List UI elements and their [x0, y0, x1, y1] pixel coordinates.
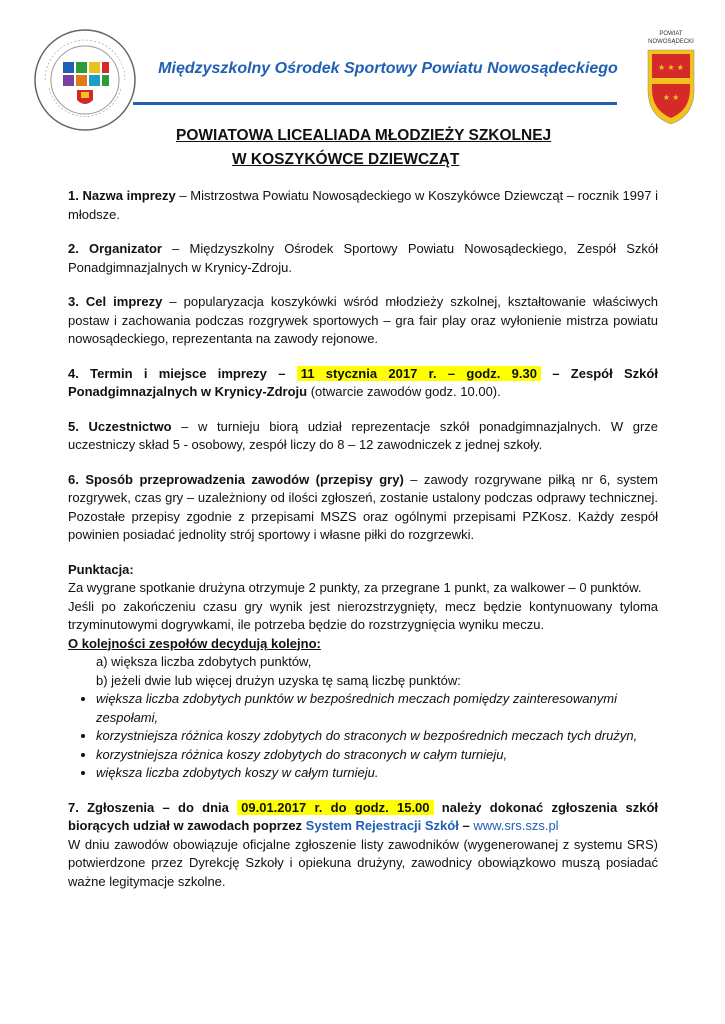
document-title: [176, 124, 616, 172]
crest-label: POWIAT: [659, 31, 683, 37]
header-divider: [133, 102, 617, 105]
section-1: [68, 187, 658, 224]
list-item: • większa liczba zdobytych punktów w bezpośrednich meczach pomiędzy zainteresowanymi zespołami,: [96, 690, 658, 727]
date-highlight: 11 stycznia 2017 r. – godz. 9.30: [297, 366, 541, 381]
crest-stars: ★ ★ ★: [658, 63, 684, 72]
section-5-text: – w turnieju biorą udział reprezentacje szkół ponadgimnazjalnych. W grze uczestniczy skład 5 - osobowy, zespół liczy do 8 – 12 zawodniczek z jednej szkoły.: [68, 418, 659, 452]
list-item: • większa liczba zdobytych koszy w całym turnieju.: [96, 764, 658, 783]
tiebreak-list: [68, 690, 658, 783]
section-4-note: (otwarcie zawodów godz. 10.00).: [307, 384, 501, 399]
list-item: a) większa liczba zdobytych punktów,: [96, 654, 312, 669]
section-3-text: – popularyzacja koszykówki wśród młodzieży szkolnej, kształtowanie właściwych postaw i zachowania podczas rozgrywek sportowych – gra fair play oraz wyłonienie mistrza powiatu nowosądeckiego, reprezentanta na zawody rejonowe.: [68, 294, 658, 346]
powiat-crest-icon: [640, 26, 702, 126]
list-item: b) jeżeli dwie lub więcej drużyn uzyska tę samą liczbę punktów:: [96, 672, 461, 688]
section-6-heading: 6. Sposób przeprowadzenia zawodów (przepisy gry): [68, 471, 404, 487]
title-line-2: W KOSZYKÓWCE DZIEWCZĄT: [232, 151, 460, 168]
section-7-dash: –: [458, 818, 474, 833]
section-4: [68, 365, 658, 402]
section-5-heading: 5. Uczestnictwo: [68, 418, 172, 434]
section-1-heading: 1. Nazwa imprezy: [68, 188, 176, 203]
section-6: [68, 471, 658, 545]
punktacja-heading: Punktacja:: [68, 561, 134, 577]
mos-logo-icon: [33, 28, 137, 132]
section-3-heading: 3. Cel imprezy: [68, 294, 163, 309]
section-7-mid: należy dokonać zgłoszenia szkół biorących udział w zawodach poprzez: [68, 799, 658, 833]
kolejnosc-heading: O kolejności zespołów decydują kolejno:: [68, 635, 321, 651]
list-item: • korzystniejsza różnica koszy zdobytych do straconych w całym turnieju,: [96, 746, 658, 765]
section-5: [68, 418, 658, 455]
srs-link[interactable]: www.srs.szs.pl: [473, 818, 559, 833]
section-2-text: – Międzyszkolny Ośrodek Sportowy Powiatu Nowosądeckiego, Zespół Szkół Ponadgimnazjalnych w Krynicy-Zdroju.: [68, 241, 658, 275]
section-6-text: – zawody rozgrywane piłką nr 6, system rozgrywek, czas gry – uzależniony od ilości zgłoszeń, zostanie ustalony podczas odprawy technicznej. Pozostałe przepisy zgodnie z przepisami MSZS oraz ogólnymi przepisami PZKosz. Każdy zespół powinien posiadać jednolity strój sportowy i własne piłki do rozgrzewki.: [68, 471, 658, 542]
document-body: [68, 187, 658, 891]
org-name: Międzyszkolny Ośrodek Sportowy Powiatu Nowosądeckiego: [158, 60, 618, 77]
punktacja-p2: Jeśli po zakończeniu czasu gry wynik jest nierozstrzygnięty, mecz będzie kontynuowany tyloma trzyminutowymi dogrywkami, ile potrzeba będzie do rozstrzygnięcia wyniku meczu.: [68, 598, 658, 632]
section-7: [68, 799, 658, 892]
section-4-dash: –: [266, 365, 297, 381]
section-7-text: W dniu zawodów obowiązuje oficjalne zgłoszenie listy zawodników (wygenerowanej z systemu SRS) potwierdzone przez Dyrekcję Szkoły i opiekuna drużyny, zawodnicy obowiązkowo muszą posiadać ważne legitymacje szkolne.: [68, 836, 658, 889]
section-2-heading: 2. Organizator: [68, 241, 162, 256]
title-line-1: POWIATOWA LICEALIADA MŁODZIEŻY SZKOLNEJ: [176, 127, 552, 144]
srs-name: System Rejestracji Szkół: [305, 818, 459, 833]
deadline-highlight: 09.01.2017 r. do godz. 15.00: [237, 800, 433, 815]
section-2: [68, 240, 658, 277]
list-item: • korzystniejsza różnica koszy zdobytych do straconych w bezpośrednich meczach tych drużyn,: [96, 727, 658, 746]
section-4-place: – Zespół Szkół Ponadgimnazjalnych w Krynicy-Zdroju: [68, 365, 658, 399]
punktacja-p1: Za wygrane spotkanie drużyna otrzymuje 2 punkty, za przegrane 1 punkt, za walkower – 0 punktów.: [68, 580, 642, 595]
crest-stars-lower: ★ ★: [662, 93, 680, 102]
criteria-list: [68, 653, 658, 690]
section-3: [68, 293, 658, 349]
section-7-heading: 7. Zgłoszenia – do dnia: [68, 799, 229, 815]
crest-label-2: NOWOSĄDECKI: [648, 39, 694, 45]
section-1-text: – Mistrzostwa Powiatu Nowosądeckiego w Koszykówce Dziewcząt – rocznik 1997 i młodsze.: [68, 188, 659, 222]
section-4-heading: 4. Termin i miejsce imprezy: [68, 365, 267, 381]
